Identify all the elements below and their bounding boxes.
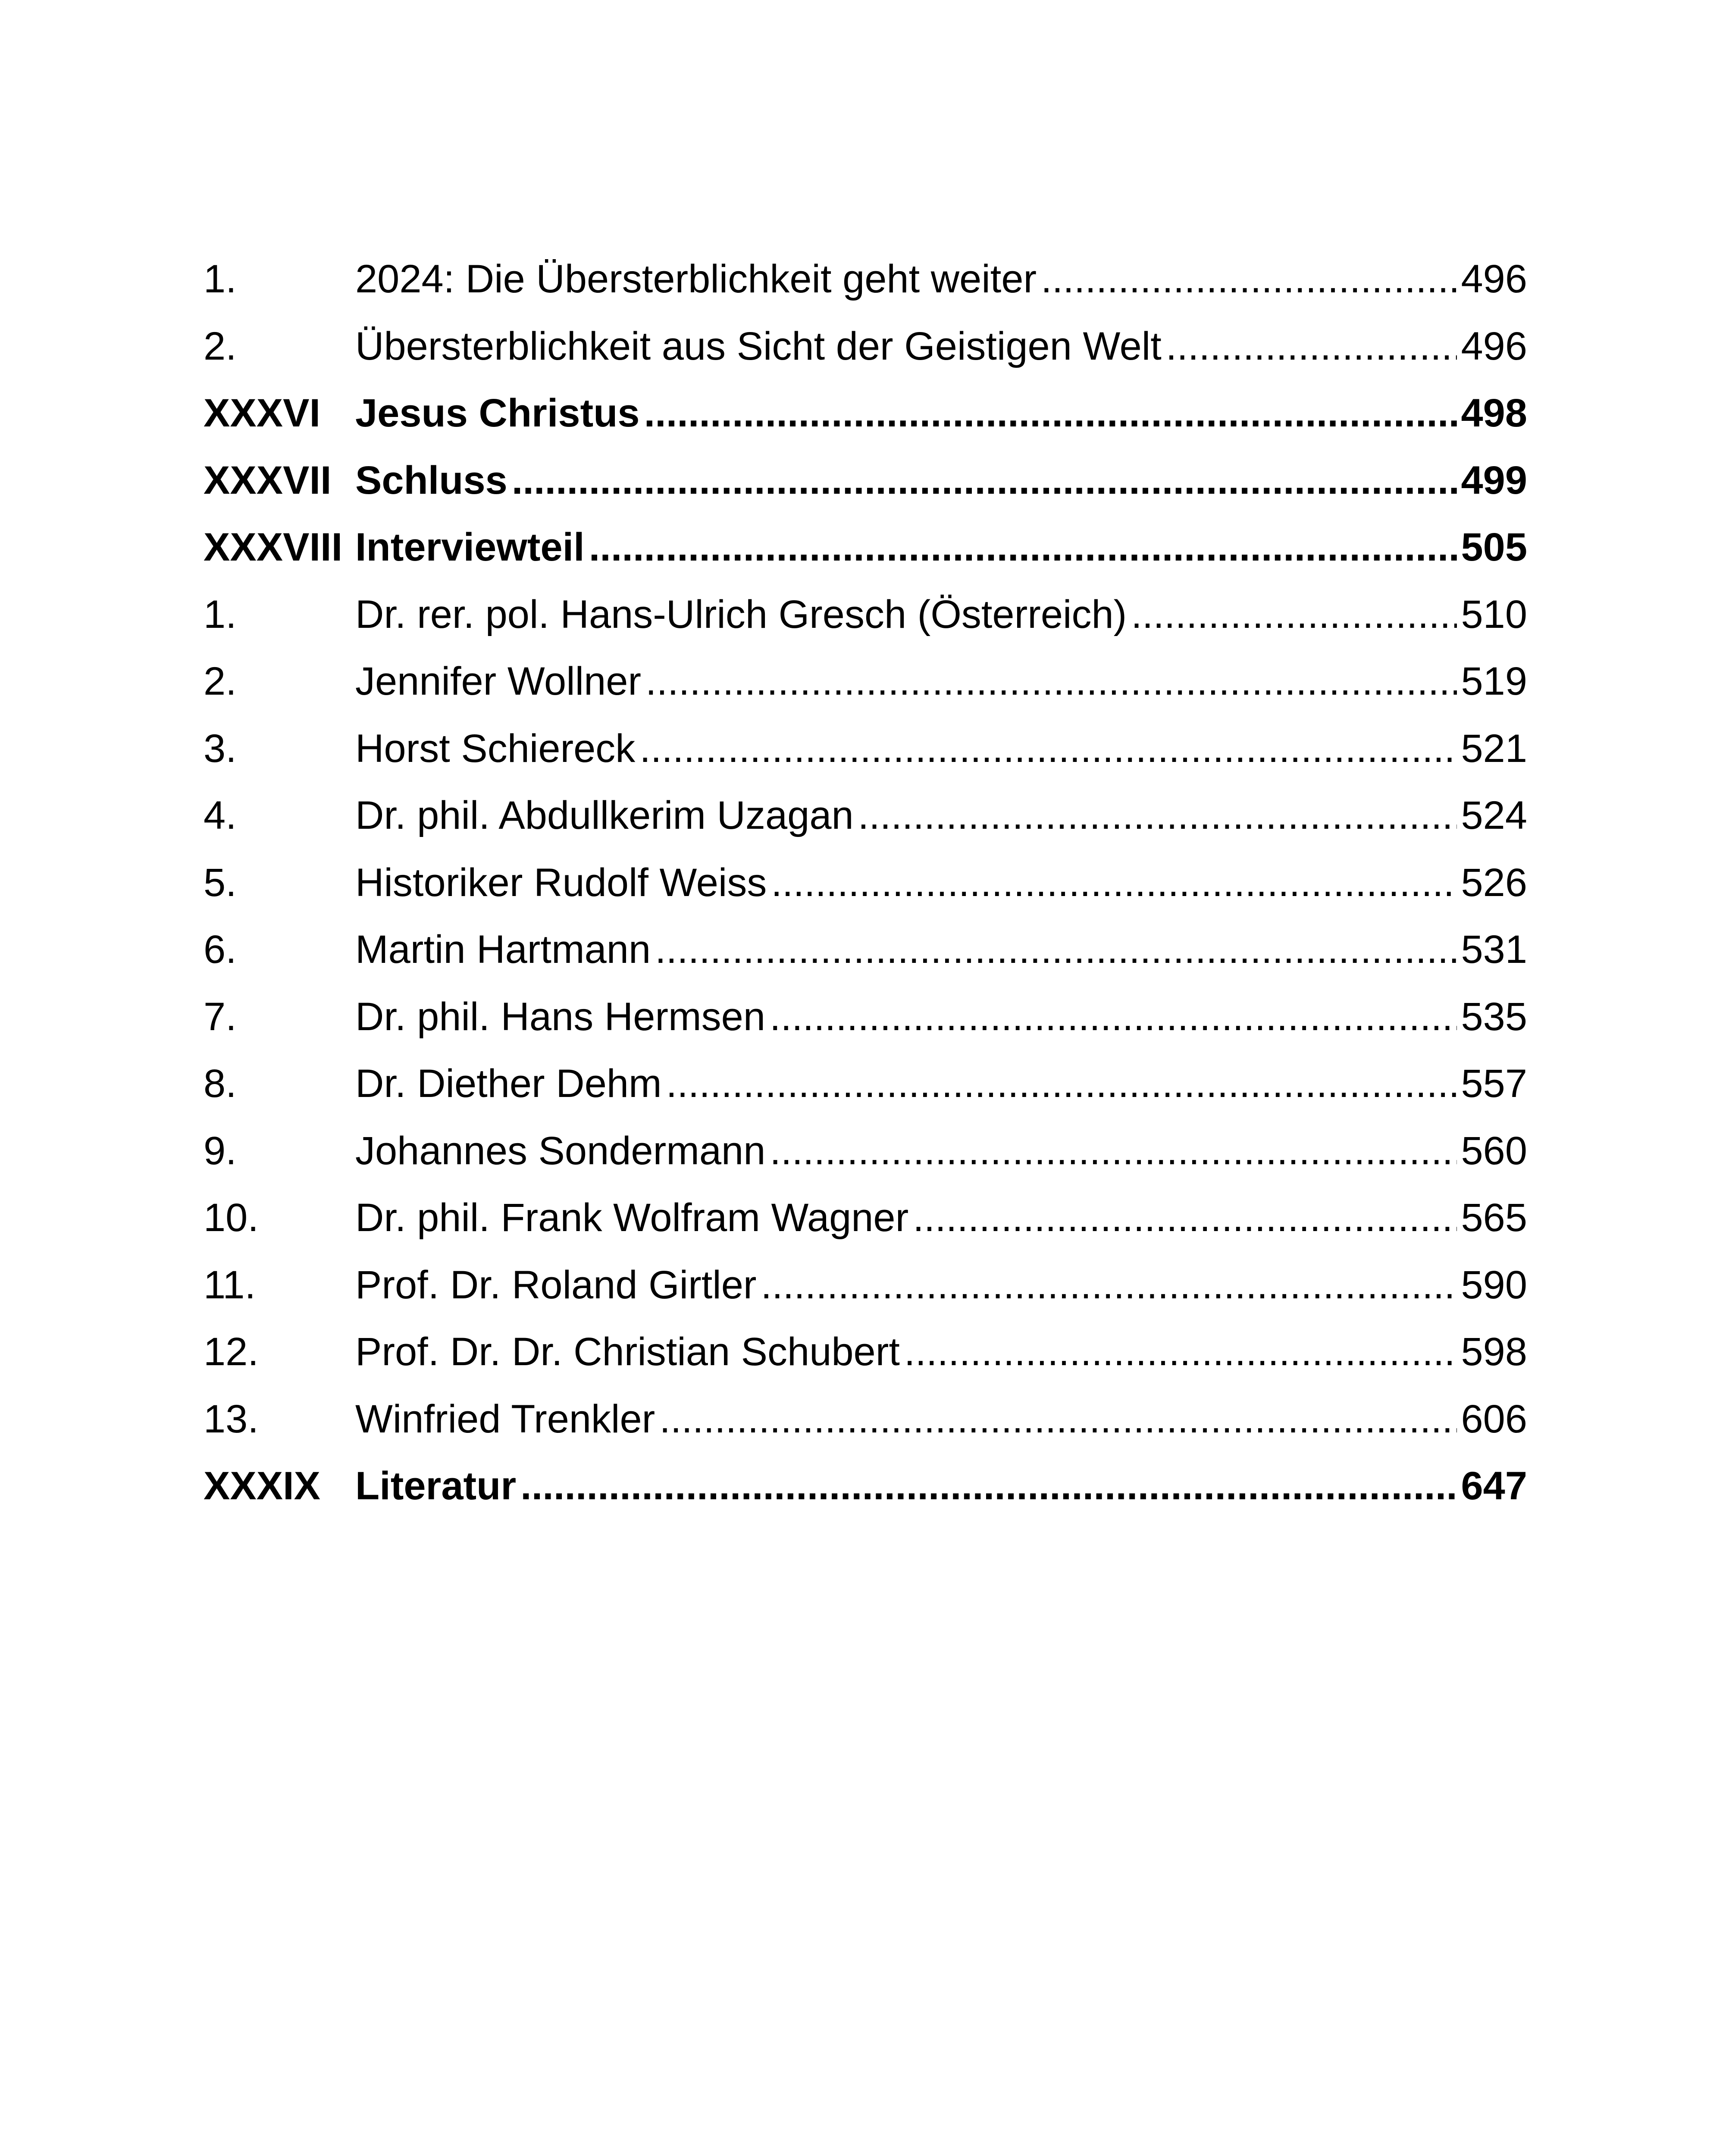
toc-dot-leader	[771, 849, 1456, 917]
toc-section-entry[interactable]	[204, 648, 1527, 715]
toc-entry-number: 9.	[204, 1128, 237, 1173]
toc-entry-title: Dr. phil. Abdullkerim Uzagan	[355, 793, 854, 837]
toc-entry-title: Interviewteil	[355, 525, 585, 569]
toc-entry-title: Dr. Diether Dehm	[355, 1062, 662, 1106]
toc-entry-page-number: 565	[1461, 1196, 1527, 1240]
toc-entry-number: XXXIX	[204, 1464, 321, 1508]
toc-dot-leader	[655, 916, 1456, 984]
toc-entry-number: 5.	[204, 860, 237, 905]
toc-entry-number: 7.	[204, 994, 237, 1039]
toc-entry-title: Horst Schiereck	[355, 726, 636, 771]
toc-entry-number: XXXVI	[204, 391, 321, 435]
toc-entry-page-number: 496	[1461, 257, 1527, 301]
toc-section-entry[interactable]	[204, 1252, 1527, 1319]
toc-chapter-entry[interactable]	[204, 1453, 1527, 1520]
toc-section-entry[interactable]	[204, 849, 1527, 917]
toc-section-entry[interactable]	[204, 715, 1527, 783]
toc-dot-leader	[761, 1252, 1457, 1319]
toc-dot-leader	[1131, 581, 1456, 649]
toc-entry-title: Winfried Trenkler	[355, 1397, 655, 1441]
toc-entry-page-number: 526	[1461, 860, 1527, 905]
toc-entry-title: Prof. Dr. Dr. Christian Schubert	[355, 1330, 900, 1374]
toc-entry-title: Dr. rer. pol. Hans-Ulrich Gresch (Österreich)	[355, 592, 1127, 636]
toc-entry-page-number: 496	[1461, 324, 1527, 368]
toc-chapter-entry[interactable]	[204, 447, 1527, 514]
toc-section-entry[interactable]	[204, 916, 1527, 984]
toc-section-entry[interactable]	[204, 1118, 1527, 1185]
toc-entry-number: 13.	[204, 1397, 259, 1441]
toc-entry-number: 1.	[204, 592, 237, 636]
toc-entry-title: Dr. phil. Hans Hermsen	[355, 994, 765, 1039]
toc-entry-title: Schluss	[355, 458, 507, 502]
toc-section-entry[interactable]	[204, 581, 1527, 649]
toc-entry-page-number: 510	[1461, 592, 1527, 636]
toc-section-entry[interactable]	[204, 782, 1527, 849]
toc-entry-page-number: 560	[1461, 1128, 1527, 1173]
toc-entry-title: Jennifer Wollner	[355, 659, 642, 703]
toc-dot-leader	[770, 984, 1457, 1051]
toc-dot-leader	[1041, 246, 1456, 313]
toc-entry-page-number: 606	[1461, 1397, 1527, 1441]
toc-entry-page-number: 590	[1461, 1263, 1527, 1307]
toc-dot-leader	[639, 715, 1456, 783]
toc-entry-page-number: 524	[1461, 793, 1527, 837]
toc-dot-leader	[645, 648, 1456, 715]
toc-entry-title: Historiker Rudolf Weiss	[355, 860, 767, 905]
toc-chapter-entry[interactable]	[204, 380, 1527, 447]
toc-section-entry[interactable]	[204, 1386, 1527, 1453]
toc-dot-leader	[904, 1319, 1457, 1386]
toc-entry-page-number: 647	[1461, 1464, 1527, 1508]
toc-entry-number: 11.	[204, 1263, 256, 1307]
toc-entry-number: 1.	[204, 257, 237, 301]
toc-section-entry[interactable]	[204, 246, 1527, 313]
toc-entry-page-number: 498	[1461, 391, 1527, 435]
toc-entry-title: Übersterblichkeit aus Sicht der Geistigen Welt	[355, 324, 1162, 368]
toc-entry-title: 2024: Die Übersterblichkeit geht weiter	[355, 257, 1037, 301]
toc-entry-number: 10.	[204, 1196, 259, 1240]
toc-entry-title: Dr. phil. Frank Wolfram Wagner	[355, 1196, 909, 1240]
toc-dot-leader	[666, 1050, 1457, 1118]
toc-dot-leader	[913, 1185, 1456, 1252]
toc-entry-page-number: 519	[1461, 659, 1527, 703]
toc-dot-leader	[644, 380, 1457, 447]
toc-entry-title: Prof. Dr. Roland Girtler	[355, 1263, 757, 1307]
toc-entry-title: Jesus Christus	[355, 391, 640, 435]
toc-entry-number: XXXVIII	[204, 525, 343, 569]
toc-entry-page-number: 531	[1461, 928, 1527, 971]
toc-dot-leader	[512, 447, 1457, 514]
toc-entry-number: 2.	[204, 659, 237, 703]
toc-section-entry[interactable]	[204, 313, 1527, 380]
toc-section-entry[interactable]	[204, 1319, 1527, 1386]
toc-dot-leader	[770, 1118, 1456, 1185]
toc-entry-page-number: 557	[1461, 1062, 1527, 1106]
toc-section-entry[interactable]	[204, 984, 1527, 1051]
table-of-contents	[204, 246, 1527, 1520]
toc-entry-title: Literatur	[355, 1464, 517, 1508]
toc-entry-page-number: 521	[1461, 726, 1527, 771]
toc-chapter-entry[interactable]	[204, 514, 1527, 581]
toc-entry-number: XXXVII	[204, 458, 332, 502]
toc-entry-page-number: 535	[1461, 994, 1527, 1039]
toc-entry-title: Martin Hartmann	[355, 928, 651, 971]
toc-entry-number: 8.	[204, 1062, 237, 1106]
toc-dot-leader	[520, 1453, 1456, 1520]
toc-section-entry[interactable]	[204, 1050, 1527, 1118]
toc-entry-number: 4.	[204, 793, 237, 837]
toc-entry-title: Johannes Sondermann	[355, 1128, 766, 1173]
toc-dot-leader	[1166, 313, 1457, 380]
toc-entry-number: 2.	[204, 324, 237, 368]
toc-entry-page-number: 505	[1461, 525, 1527, 569]
toc-dot-leader	[659, 1386, 1456, 1453]
toc-section-entry[interactable]	[204, 1185, 1527, 1252]
toc-entry-page-number: 499	[1461, 458, 1527, 502]
toc-dot-leader	[858, 782, 1457, 849]
toc-dot-leader	[589, 514, 1457, 581]
toc-entry-page-number: 598	[1461, 1330, 1527, 1374]
toc-entry-number: 12.	[204, 1330, 259, 1374]
toc-entry-number: 3.	[204, 726, 237, 771]
toc-entry-number: 6.	[204, 928, 237, 971]
